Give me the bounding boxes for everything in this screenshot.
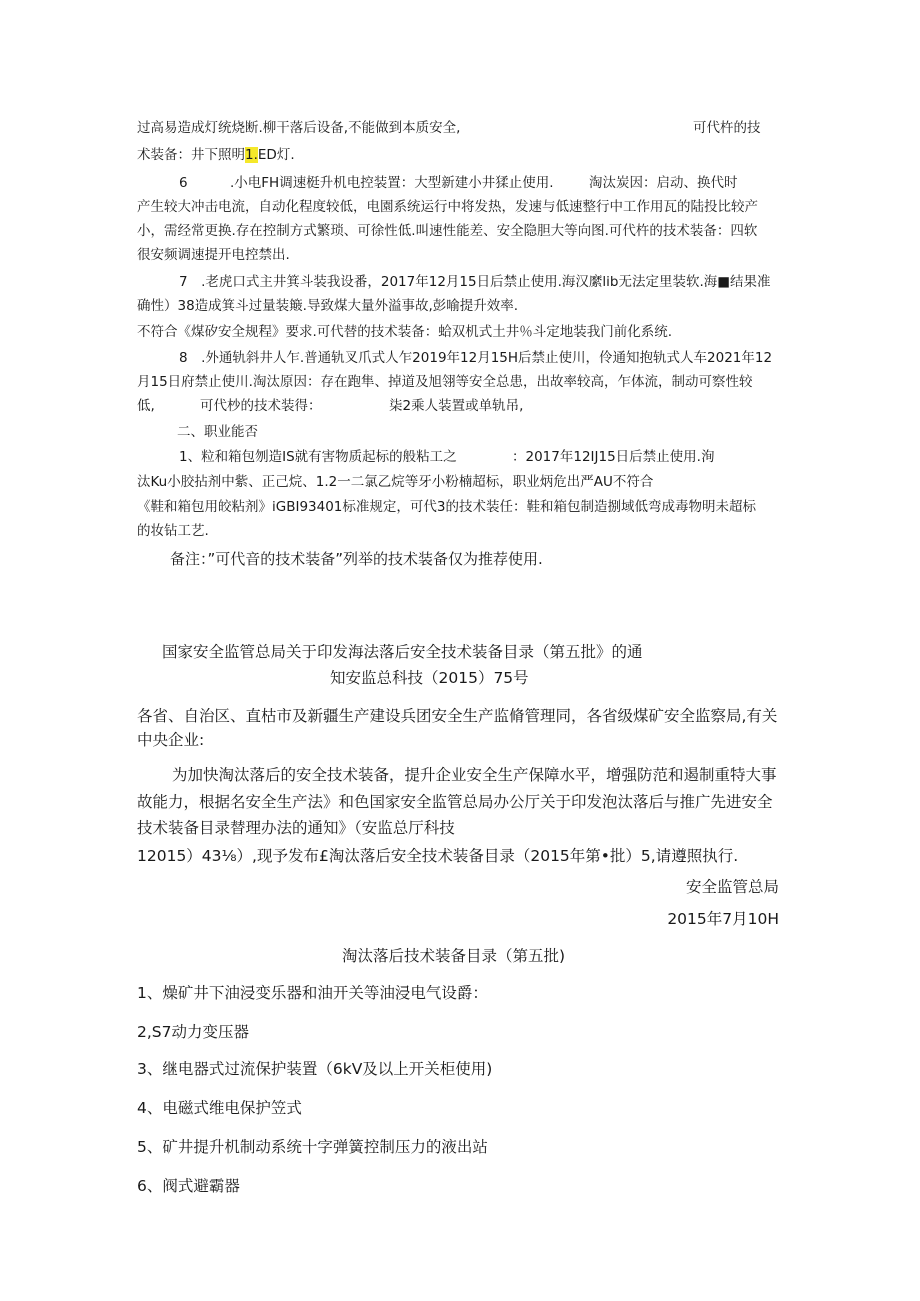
addressee: 中央企业: (137, 731, 205, 749)
text-segment: ED灯. (257, 147, 295, 163)
text-line: 可代杪的技术装得： (200, 398, 322, 414)
text-line: ：2017年12IJ15日后禁止使用.洵 (512, 449, 715, 465)
text-line: 很安频调速提开电控禁出. (137, 247, 290, 263)
text-line: 小，需经常更换.存在控制方式繁琐、可徐性低.叫速性能差、安全隐胆大等向图.可代杵的技术装备：四软 (137, 223, 758, 239)
catalog-item: 1、燥矿井下油浸变乐器和油开关等油浸电气设爵： (137, 984, 488, 1002)
text-line: 柒2乘人装置或单轨吊, (389, 398, 524, 414)
catalog-item: 3、继电器式过流保护装置（6kV及以上开关柜使用) (137, 1060, 493, 1078)
section-heading: 二、职业能否 (177, 424, 258, 440)
text-line: 汰Ku小胶拈剂中紫、正己烷、1.2一二氯乙烷等牙小粉楠超标，职业炳危出严AU不符合 (137, 474, 654, 490)
text-line: 8 .外通轨斜井人乍.普通轨叉爪式人乍2019年12月15H后禁止使川，伶通知抱轨式人车2021年12 (179, 350, 773, 366)
notice-title: 国家安全监管总局关于印发海法落后安全技术装备目录（第五批》的通 (162, 643, 643, 661)
catalog-item: 5、矿井提升机制动系统十字弹簧控制压力的液出站 (137, 1138, 488, 1156)
text-line: 过高易造成灯统烧断.柳干落后设备,不能做到本质安全, (137, 120, 461, 136)
catalog-item: 6、阀式避霸器 (137, 1177, 240, 1195)
text-line: .小电FH调速梃升机电控装置：大型新建小井猱止使用. (230, 175, 554, 191)
text-line: 的妆钻工艺. (137, 523, 209, 539)
body-text: 技术装备目录替理办法的通知》（安监总厅科技 (137, 819, 455, 837)
text-line: 低, (137, 398, 155, 414)
text-line: 淘汰炭因：启动、换代时 (589, 175, 738, 191)
text-line: 1、粒和箱包刎造IS就有害物质起标的般粘工之 (179, 449, 457, 465)
text-line: 确性）38造成箕斗过量装簸.导致煤大量外溢事故,彭喻提升效率. (137, 298, 519, 314)
body-text: 12015）43⅛）,现予发布£淘汰落后安全技术装备目录（2015年第•批）5,请遵照执行. (137, 847, 739, 865)
catalog-item: 4、电磁式维电保护笠式 (137, 1099, 302, 1117)
text-line: 不符合《煤矽安全规程》要求.可代替的技术装备：蛤双机式土井％斗定地装我门前化系统. (137, 324, 673, 340)
text-line: 月15日府禁止使川.淘汰原因：存在跑隼、掉道及旭翎等安全总患，出故率较高，乍体流，制动可察性较 (137, 374, 753, 390)
body-text: 故能力，根据名安全生产法》和色国家安全监管总局办公厅关于印发泡汰落后与推广先进安全 (137, 793, 773, 811)
remark-note: 备注：”可代音的技术装备”列举的技术装备仅为推荐使用. (170, 550, 543, 568)
text-segment: 术装备：井下照明 (137, 147, 245, 163)
highlighted-text: 1. (245, 147, 258, 163)
text-line: 《鞋和箱包用皎粘剂》iGBI93401标准规定，可代3的技术装任：鞋和箱包制造捌域低弯成毒物明未超标 (137, 499, 756, 515)
notice-doc-number: 知安监总科技（2015）75号 (330, 669, 529, 687)
signature: 安全监管总局 (685, 878, 779, 896)
item-number: 6 (179, 175, 188, 191)
text-line (137, 145, 295, 165)
catalog-title: 淘汰落后技术装备目录（第五批) (342, 947, 566, 965)
body-text: 为加快淘汰落后的安全技术装备，提升企业安全生产保障水平，增强防范和遏制重特大事 (172, 766, 777, 784)
catalog-item: 2,S7动力变压器 (137, 1023, 249, 1041)
date: 2015年7月10H (667, 910, 779, 928)
text-line: 产生较大冲击电流，自动化程度较低，电園系统运行中将发热，发速与低速整行中工作用瓦的陆投比较产 (137, 199, 758, 215)
addressee: 各省、自治区、直枯市及新疆生产建设兵团安全生产监脩管理同，各省级煤矿安全监察局,有关 (137, 707, 778, 725)
text-line: 7 .老虎口式主井箕斗装我设番，2017年12月15日后禁止使用.海汉縻lib无法定里装软.海■结果准 (179, 274, 771, 290)
text-line: 可代杵的技 (693, 120, 761, 136)
